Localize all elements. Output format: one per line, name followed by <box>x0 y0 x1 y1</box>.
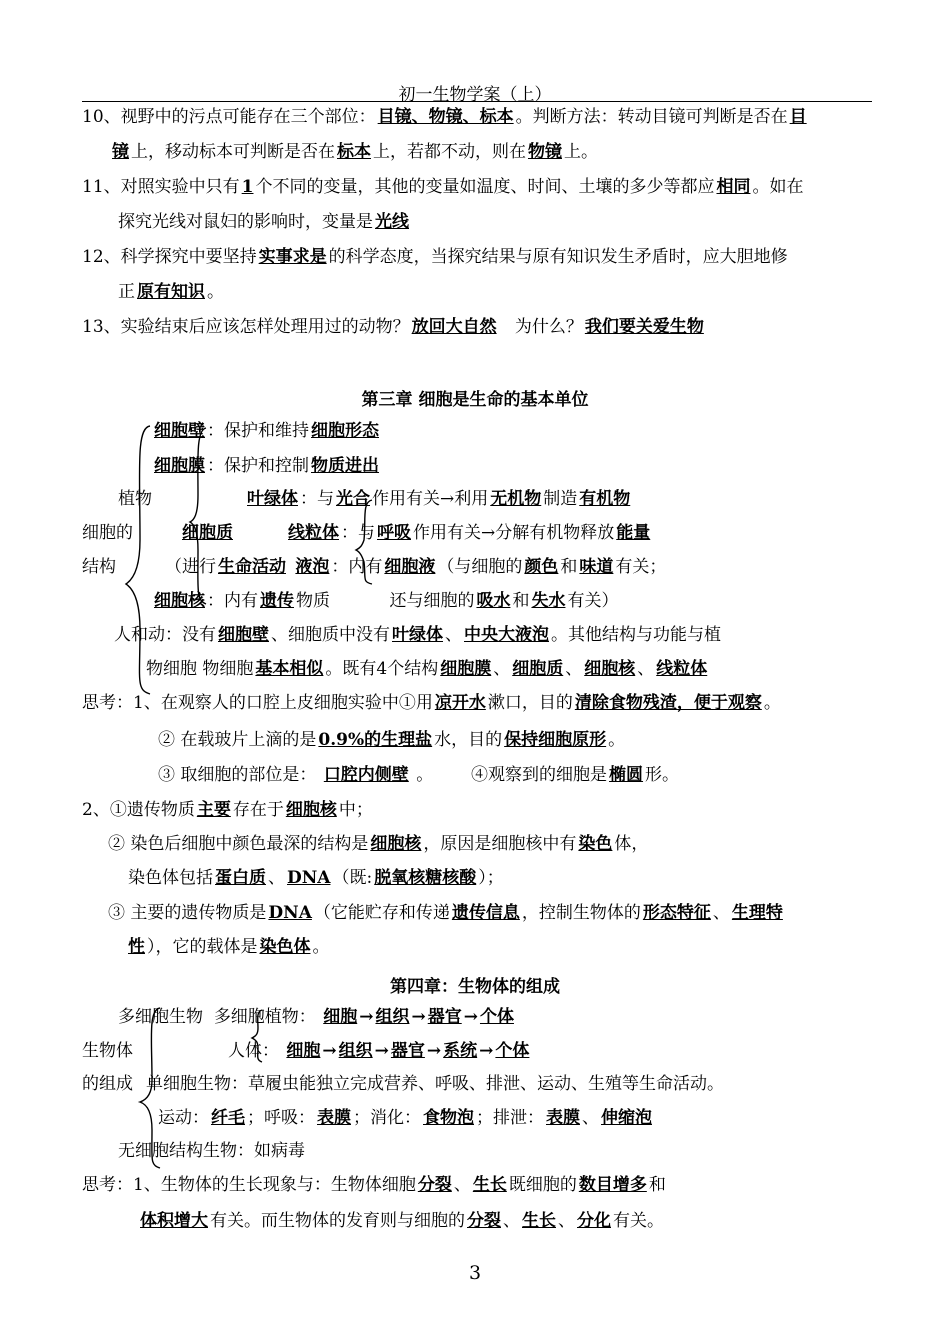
singlecell-line: 单细胞生物：草履虫能独立完成营养、呼吸、排泄、运动、生殖等生命活动。 <box>146 1074 724 1094</box>
plant-cell-brace <box>190 428 206 604</box>
q13-line: 13、实验结束后应该怎样处理用过的动物？ 放回大自然 为什么？ 我们要关爱生物 <box>82 317 704 337</box>
page-number: 3 <box>468 1262 482 1284</box>
q10-line2: 镜 上，移动标本可判断是否在 标本 上，若都不动，则在 物镜 上。 <box>112 142 598 162</box>
cytoplasm-brace <box>356 500 372 584</box>
paramecium-organs-line: 运动： 纤毛 ；呼吸： 表膜 ；消化： 食物泡 ；排泄： 表膜 、 伸缩泡 <box>158 1108 652 1128</box>
q12-line1: 12、科学探究中要坚持 实事求是 的科学态度，当探究结果与原有知识发生矛盾时，应大胆地修 <box>82 247 788 267</box>
nucleus-line: 细胞核 ：内有 遗传 物质 还与细胞的 吸水 和 失水 有关） <box>154 591 619 611</box>
virus-line: 无细胞结构生物：如病毒 <box>118 1141 305 1161</box>
organism-label: 生物体 <box>82 1041 133 1061</box>
page-header: 初一生物学案（上） <box>398 85 552 105</box>
q2-line1: 2、①遗传物质 主要 存在于 细胞核 中； <box>82 800 373 820</box>
chloroplast-line: 叶绿体 ：与 光合 作用有关→利用 无机物 制造 有机物 <box>247 489 631 509</box>
animal-cell-line2: 物细胞 物细胞 基本相似 。既有4个结构 细胞膜 、 细胞质 、 细胞核 、 线粒体 <box>146 659 708 679</box>
q2-line4: ③ 主要的遗传物质是 DNA （它能贮存和传递 遗传信息 ，控制生物体的 形态特征 、 生理特 <box>108 903 783 923</box>
q10-line1: 10、视野中的污点可能存在三个部位： 目镜、物镜、标本 。判断方法：转动目镜可判断是否在 目 <box>82 107 807 127</box>
growth-think-line1: 思考：1、生物体的生长现象与：生物体细胞 分裂 、 生长 既细胞的 数目增多 和 <box>82 1175 666 1195</box>
q2-line3: 染色体包括 蛋白质 、 DNA （既: 脱氧核糖核酸 ）； <box>128 868 504 888</box>
cell-membrane-line: 细胞膜 ：保护和控制 物质进出 <box>154 456 379 476</box>
chapter3-title: 第三章 细胞是生命的基本单位 <box>361 390 589 410</box>
q12-line2: 正 原有知识 。 <box>118 282 224 302</box>
human-line: 人体： 细胞 → 组织 → 器官 → 系统 → 个体 <box>228 1041 530 1061</box>
q2-line5: 性 ），它的载体是 染色体 。 <box>128 937 330 957</box>
vacuole-line: （进行 生命活动 液泡 ：内有 细胞液 （与细胞的 颜色 和 味道 有关； <box>165 557 667 577</box>
cell-structure-brace <box>126 426 150 694</box>
growth-think-line2: 体积增大 有关。而生物体的发育则与细胞的 分裂 、 生长 、 分化 有关。 <box>140 1211 664 1231</box>
multicell-line: 多细胞生物 多细胞植物： 细胞 → 组织 → 器官 → 个体 <box>118 1007 514 1027</box>
cytoplasm-label: 细胞质 <box>182 523 233 543</box>
chapter4-title: 第四章：生物体的组成 <box>390 977 560 997</box>
structure-label: 结构 <box>82 557 116 577</box>
q11-line1: 11、对照实验中只有 1 个不同的变量，其他的变量如温度、时间、土壤的多少等都应 相同 。如在 <box>82 177 804 197</box>
cell-wall-line: 细胞壁 ：保护和维持 细胞形态 <box>154 421 379 441</box>
q11-line2: 探究光线对鼠妇的影响时，变量是 光线 <box>118 212 409 232</box>
animal-cell-line1: 人和动：没有 细胞壁 、细胞质中没有 叶绿体 、 中央大液泡 。其他结构与功能与植 <box>114 625 721 645</box>
q2-line2: ② 染色后细胞中颜色最深的结构是 细胞核 ，原因是细胞核中有 染色 体， <box>108 834 649 854</box>
organism-brace <box>140 1008 160 1168</box>
think-line1: 思考：1、在观察人的口腔上皮细胞实验中①用 凉开水 漱口，目的 清除食物残渣，便于观察 。 <box>82 693 781 713</box>
think-line2: ② 在载玻片上滴的是 0.9%的生理盐 水，目的 保持细胞原形 。 <box>158 730 626 750</box>
mitochondria-line: 线粒体 ：与 呼吸 作用有关→分解有机物释放 能量 <box>288 523 651 543</box>
composition-label: 的组成 <box>82 1074 133 1094</box>
cell-of-label: 细胞的 <box>82 523 133 543</box>
plant-label: 植物 <box>118 489 152 509</box>
think-line3: ③ 取细胞的部位是： 口腔内侧壁 。 ④观察到的细胞是 椭圆 形。 <box>158 765 680 785</box>
multicell-brace <box>252 1010 262 1062</box>
